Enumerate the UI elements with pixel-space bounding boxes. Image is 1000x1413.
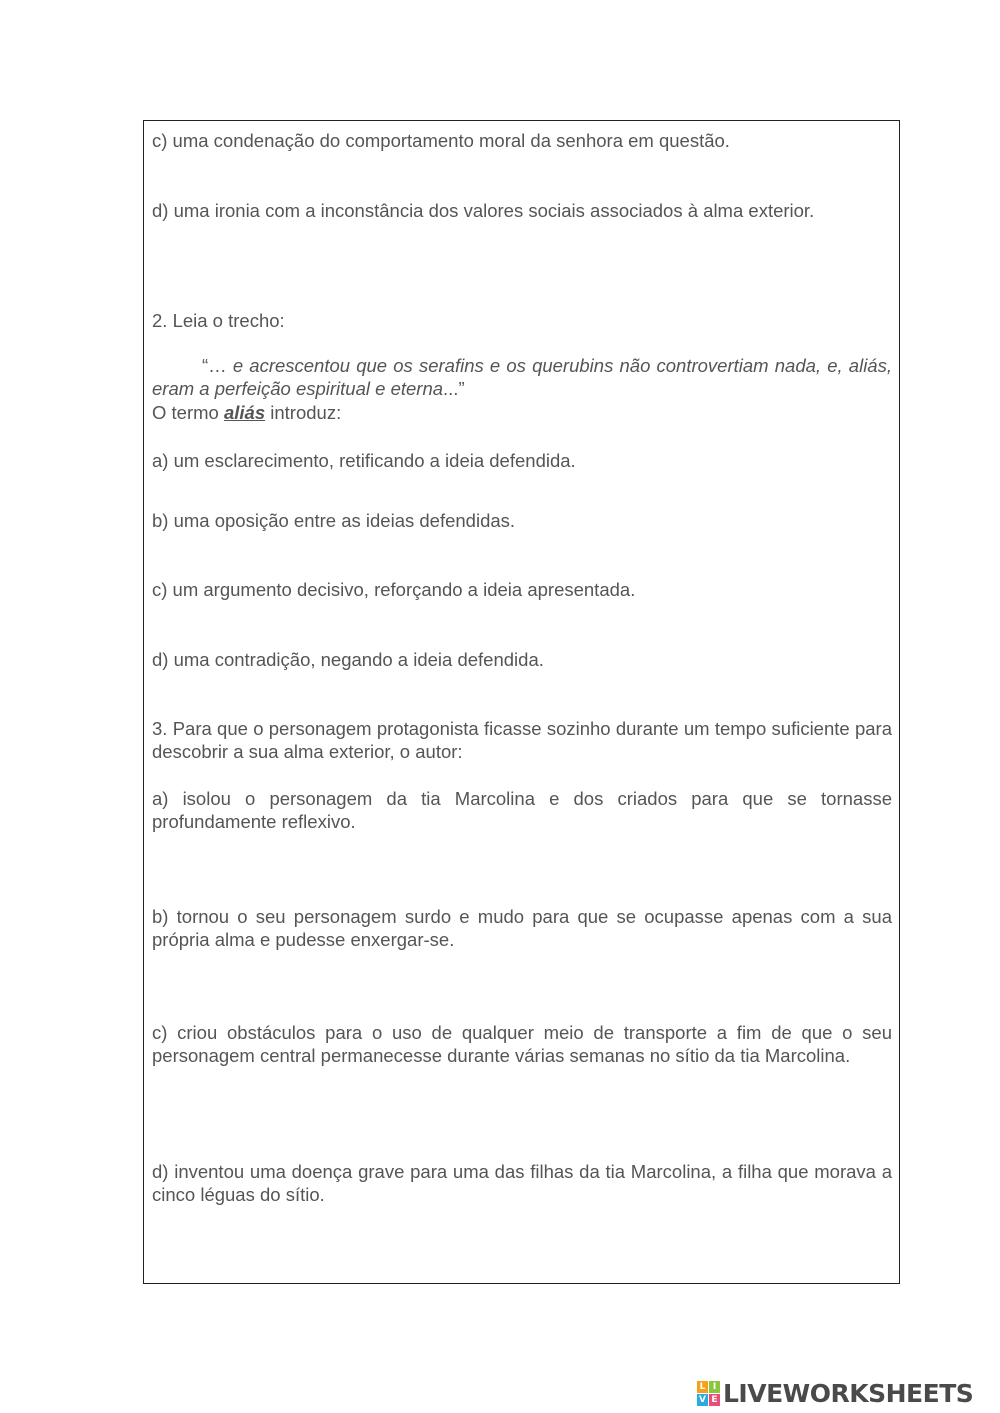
logo-mark-letter-l: L <box>697 1381 708 1393</box>
worksheet-border <box>143 120 900 1284</box>
logo-mark-letter-e: E <box>709 1394 720 1406</box>
q2-option-b: b) uma oposição entre as ideias defendidas. <box>152 510 516 531</box>
q2-quote-body: e acrescentou que os serafins e os querubins não controvertiam nada, e, aliás, eram a perfeição espiritual e eterna <box>152 355 892 399</box>
q1-option-d: d) uma ironia com a inconstância dos valores sociais associados à alma exterior. <box>152 200 815 221</box>
q2-quote-open: “… <box>202 355 233 376</box>
q3-option-d: d) inventou uma doença grave para uma das filhas da tia Marcolina, a filha que morava a cinco léguas do sítio. <box>152 1161 892 1205</box>
q2-quote-close: ...” <box>443 378 465 399</box>
q1-option-c: c) uma condenação do comportamento moral da senhora em questão. <box>152 130 730 151</box>
q2-stem-term: aliás <box>223 402 266 423</box>
live-logo-icon <box>697 1381 720 1406</box>
liveworksheets-logo <box>697 1378 973 1408</box>
q3-option-c: c) criou obstáculos para o uso de qualquer meio de transporte a fim de que o seu personagem central permanecesse durante várias semanas no sítio da tia Marcolina. <box>152 1022 892 1066</box>
q2-stem <box>152 401 892 424</box>
logo-text: LIVEWORKSHEETS <box>723 1378 974 1408</box>
q2-option-a: a) um esclarecimento, retificando a ideia defendida. <box>152 450 576 471</box>
q2-option-d: d) uma contradição, negando a ideia defendida. <box>152 649 544 670</box>
logo-mark-letter-i: I <box>709 1381 720 1393</box>
q2-stem-after: introduz: <box>265 402 342 423</box>
q2-quote <box>152 354 892 400</box>
q3-option-a: a) isolou o personagem da tia Marcolina e dos criados para que se tornasse profundamente reflexivo. <box>152 788 892 832</box>
q2-heading: 2. Leia o trecho: <box>152 310 285 331</box>
q2-stem-before: O termo <box>152 402 224 423</box>
q2-option-c: c) um argumento decisivo, reforçando a ideia apresentada. <box>152 579 636 600</box>
q3-option-b: b) tornou o seu personagem surdo e mudo para que se ocupasse apenas com a sua própria alma e pudesse enxergar-se. <box>152 906 892 950</box>
q3-heading: 3. Para que o personagem protagonista ficasse sozinho durante um tempo suficiente para descobrir a sua alma exterior, o autor: <box>152 718 892 762</box>
logo-mark-letter-v: V <box>697 1394 708 1406</box>
